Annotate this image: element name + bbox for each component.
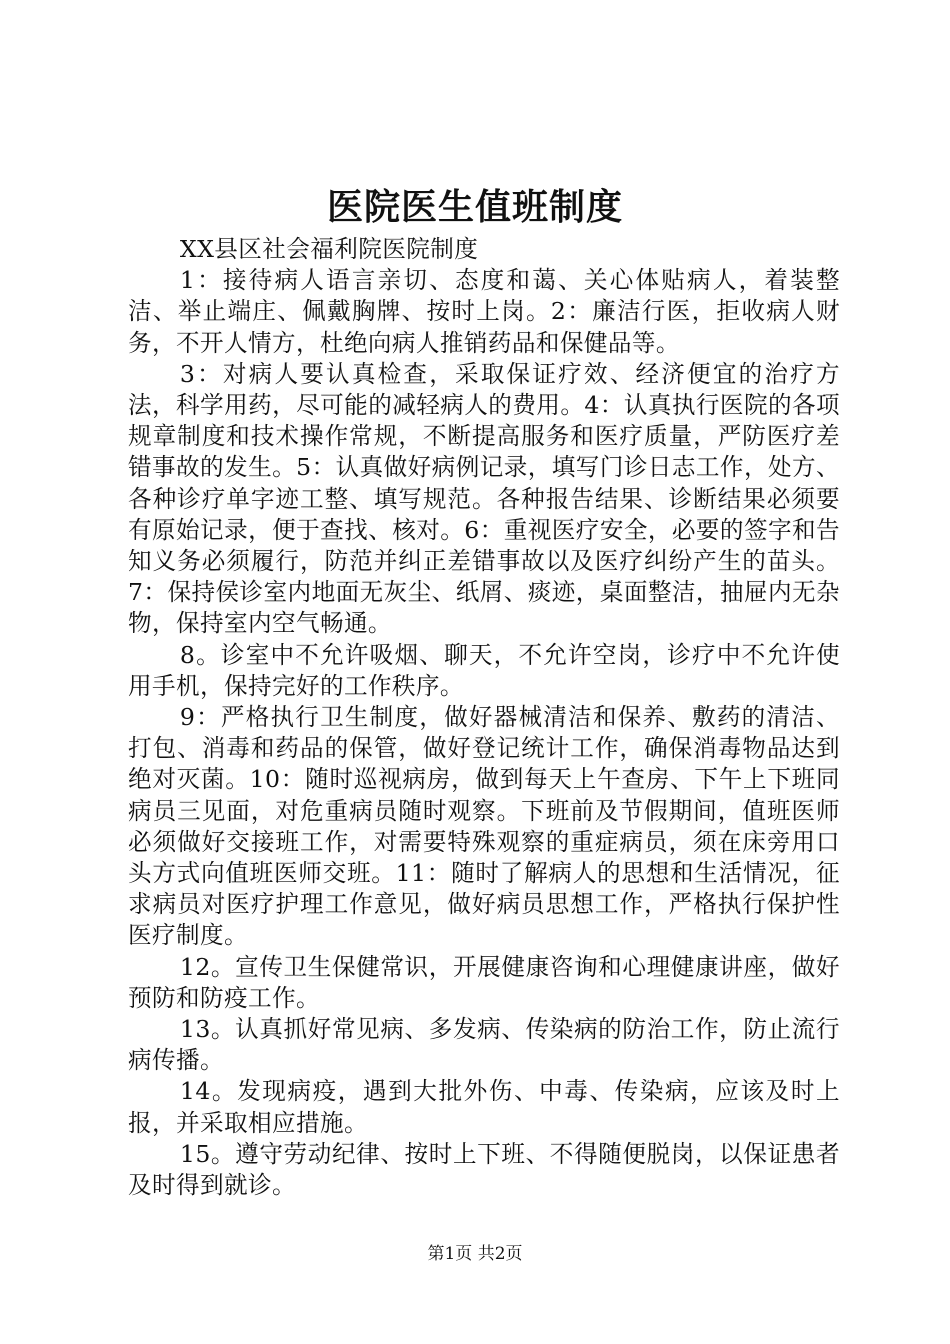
document-body [128, 234, 840, 1201]
document-title: 医院医生值班制度 [326, 186, 623, 228]
page-number-footer: 第1页 共2页 [427, 1244, 523, 1264]
paragraph: 13。认真抓好常见病、多发病、传染病的防治工作，防止流行病传播。 [128, 1015, 840, 1075]
paragraph: 9：严格执行卫生制度，做好器械清洁和保养、敷药的清洁、打包、消毒和药品的保管，做好登记统计工作，确保消毒物品达到绝对灭菌。10：随时巡视病房，做到每天上午查房、下午上下班同病员三见面，对危重病员随时观察。下班前及节假期间，值班医师必须做好交接班工作，对需要特殊观察的重症病员，须在床旁用口头方式向值班医师交班。11：随时了解病人的思想和生活情况，征求病员对医疗护理工作意见，做好病员思想工作，严格执行保护性医疗制度。 [128, 703, 840, 950]
paragraph: 12。宣传卫生保健常识，开展健康咨询和心理健康讲座，做好预防和防疫工作。 [128, 952, 840, 1012]
paragraph: 14。发现病疫，遇到大批外伤、中毒、传染病，应该及时上报，并采取相应措施。 [128, 1077, 840, 1137]
paragraph: 1：接待病人语言亲切、态度和蔼、关心体贴病人，着装整洁、举止端庄、佩戴胸牌、按时上岗。2：廉洁行医，拒收病人财务，不开人情方，杜绝向病人推销药品和保健品等。 [128, 266, 840, 357]
paragraph: 15。遵守劳动纪律、按时上下班、不得随便脱岗，以保证患者及时得到就诊。 [128, 1139, 840, 1200]
paragraph: 3：对病人要认真检查，采取保证疗效、经济便宜的治疗方法，科学用药，尽可能的减轻病人的费用。4：认真执行医院的各项规章制度和技术操作常规，不断提高服务和医疗质量，严防医疗差错事故的发生。5：认真做好病例记录，填写门诊日志工作，处方、各种诊疗单字迹工整、填写规范。各种报告结果、诊断结果必须要有原始记录，便于查找、核对。6：重视医疗安全，必要的签字和告知义务必须履行，防范并纠正差错事故以及医疗纠纷产生的苗头。7：保持侯诊室内地面无灰尘、纸屑、痰迹，桌面整洁，抽屉内无杂物，保持室内空气畅通。 [128, 359, 840, 638]
paragraph: 8。诊室中不允许吸烟、聊天，不允许空岗，诊疗中不允许使用手机，保持完好的工作秩序。 [128, 640, 840, 700]
paragraph-heading: XX县区社会福利院医院制度 [179, 235, 479, 263]
